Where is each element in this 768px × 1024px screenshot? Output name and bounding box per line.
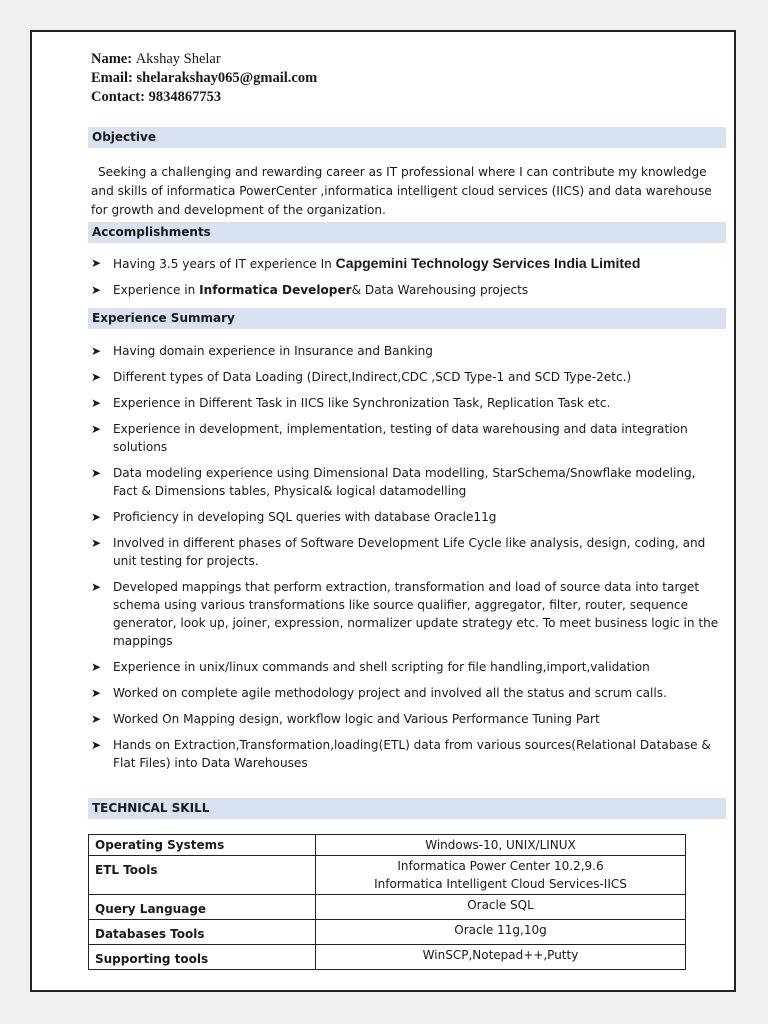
candidate-name: Akshay Shelar	[135, 51, 221, 67]
bullet-arrow-icon: ➤	[91, 738, 102, 752]
skill-value	[316, 945, 686, 970]
contact-label: Contact:	[91, 89, 145, 105]
skill-value-line: Windows-10, UNIX/LINUX	[425, 838, 576, 852]
bullet-arrow-icon: ➤	[91, 422, 102, 436]
bullet-arrow-icon: ➤	[91, 510, 102, 524]
resume-page	[30, 30, 736, 992]
skill-value	[316, 835, 686, 856]
skill-value-line: Informatica Intelligent Cloud Services-IICS	[374, 877, 627, 891]
company-name: Capgemini Technology Services India Limited	[335, 255, 641, 271]
email-value: shelarakshay065@gmail.com	[136, 70, 318, 86]
accomplishment-text: Having 3.5 years of IT experience In	[113, 257, 336, 271]
contact-line	[91, 88, 317, 107]
bullet-arrow-icon: ➤	[91, 580, 102, 594]
experience-text: Worked on complete agile methodology project and involved all the status and scrum calls.	[113, 686, 667, 700]
skill-category: ETL Tools	[89, 856, 316, 895]
email-line	[91, 69, 317, 88]
bullet-arrow-icon: ➤	[91, 660, 102, 674]
bullet-arrow-icon: ➤	[91, 256, 102, 270]
accomplishment-text: & Data Warehousing projects	[351, 283, 529, 297]
contact-value: 9834867753	[148, 89, 222, 105]
table-row	[89, 895, 686, 920]
list-item	[91, 508, 721, 526]
technical-skill-table	[88, 834, 686, 970]
table-row	[89, 945, 686, 970]
accomplishments-heading: Accomplishments	[88, 222, 726, 243]
skill-value	[316, 856, 686, 895]
name-label: Name:	[91, 51, 133, 67]
experience-text: Different types of Data Loading (Direct,Indirect,CDC ,SCD Type-1 and SCD Type-2etc.)	[113, 370, 632, 384]
experience-text: Data modeling experience using Dimensional Data modelling, StarSchema/Snowflake modeling, Fact & Dimensions tables, Physical& logical datamodelling	[113, 466, 696, 498]
experience-heading: Experience Summary	[88, 308, 726, 329]
list-item	[91, 578, 721, 650]
experience-text: Developed mappings that perform extraction, transformation and load of source data into target schema using various transformations like source qualifier, aggregator, filter, router, sequence generator, look up, joiner, expression, normalizer update strategy etc. To meet business logic in the mappings	[113, 580, 719, 648]
list-item	[91, 342, 721, 360]
experience-text: Worked On Mapping design, workflow logic and Various Performance Tuning Part	[113, 712, 600, 726]
email-label: Email:	[91, 70, 133, 86]
experience-text: Hands on Extraction,Transformation,loading(ETL) data from various sources(Relational Database & Flat Files) into Data Warehouses	[113, 738, 711, 770]
skill-category: Query Language	[89, 895, 316, 920]
contact-header	[91, 50, 317, 107]
objective-text: Seeking a challenging and rewarding career as IT professional where I can contribute my knowledge and skills of informatica PowerCenter ,informatica intelligent cloud services (IICS) and data warehouse for growth and development of the organization.	[91, 165, 712, 217]
table-row	[89, 856, 686, 895]
experience-text: Involved in different phases of Software Development Life Cycle like analysis, design, coding, and unit testing for projects.	[113, 536, 706, 568]
skill-value	[316, 920, 686, 945]
bullet-arrow-icon: ➤	[91, 466, 102, 480]
skill-value-line: WinSCP,Notepad++,Putty	[422, 948, 579, 962]
list-item	[91, 464, 721, 500]
skill-value	[316, 895, 686, 920]
list-item	[91, 534, 721, 570]
bullet-arrow-icon: ➤	[91, 712, 102, 726]
list-item	[91, 684, 721, 702]
list-item	[91, 420, 721, 456]
bullet-arrow-icon: ➤	[91, 396, 102, 410]
skill-value-line: Informatica Power Center 10.2,9.6	[397, 859, 604, 873]
skill-category: Supporting tools	[89, 945, 316, 970]
skill-category: Operating Systems	[89, 835, 316, 856]
bullet-arrow-icon: ➤	[91, 283, 102, 297]
list-item	[91, 254, 721, 273]
bullet-arrow-icon: ➤	[91, 344, 102, 358]
table-row	[89, 920, 686, 945]
list-item	[91, 710, 721, 728]
bullet-arrow-icon: ➤	[91, 536, 102, 550]
experience-text: Proficiency in developing SQL queries with database Oracle11g	[113, 510, 497, 524]
name-line	[91, 50, 317, 69]
bullet-arrow-icon: ➤	[91, 370, 102, 384]
skill-value-line: Oracle SQL	[467, 898, 534, 912]
accomplishment-text: Experience in	[113, 283, 200, 297]
technical-skill-heading: TECHNICAL SKILL	[88, 798, 726, 819]
experience-text: Experience in unix/linux commands and shell scripting for file handling,import,validation	[113, 660, 650, 674]
list-item	[91, 658, 721, 676]
list-item	[91, 394, 721, 412]
list-item	[91, 736, 721, 772]
list-item	[91, 368, 721, 386]
bullet-arrow-icon: ➤	[91, 686, 102, 700]
experience-text: Experience in Different Task in IICS like Synchronization Task, Replication Task etc.	[113, 396, 611, 410]
skill-category: Databases Tools	[89, 920, 316, 945]
accomplishments-list	[91, 254, 721, 299]
experience-list	[91, 342, 721, 772]
experience-text: Having domain experience in Insurance and Banking	[113, 344, 433, 358]
list-item	[91, 281, 721, 299]
objective-heading: Objective	[88, 127, 726, 148]
role-name: Informatica Developer	[199, 283, 352, 297]
experience-text: Experience in development, implementation, testing of data warehousing and data integration solutions	[113, 422, 688, 454]
table-row	[89, 835, 686, 856]
skill-value-line: Oracle 11g,10g	[454, 923, 547, 937]
